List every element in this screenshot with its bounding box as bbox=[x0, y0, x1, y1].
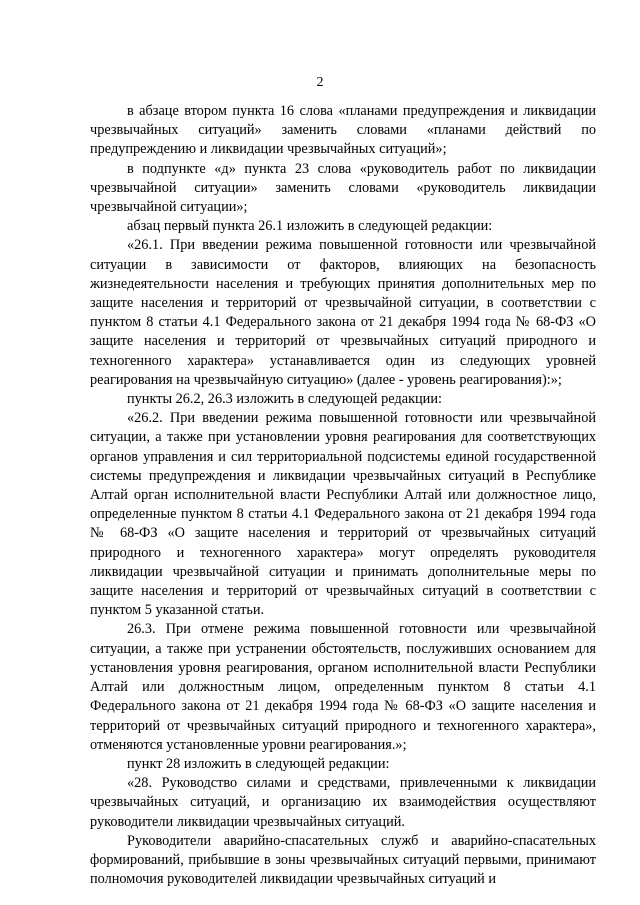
paragraph-9: «28. Руководство силами и средствами, привлеченными к ликвидации чрезвычайных ситуаций, и организацию их взаимодействия осуществляют руководители ликвидации чрезвычайных ситуаций. bbox=[90, 775, 596, 830]
paragraph-8: пункт 28 изложить в следующей редакции: bbox=[127, 755, 390, 772]
paragraph-2: в подпункте «д» пункта 23 слова «руководитель работ по ликвидации чрезвычайной ситуации» заменить словами «руководитель ликвидации чрезвычайной ситуации»; bbox=[90, 160, 596, 216]
paragraph-1: в абзаце втором пункта 16 слова «планами предупреждения и ликвидации чрезвычайных ситуаций» заменить словами «планами действий по предупреждению и ликвидации чрезвычайных ситуаций»; bbox=[90, 103, 596, 158]
paragraph-10: Руководители аварийно-спасательных служб и аварийно-спасательных формирований, прибывшие в зоны чрезвычайных ситуаций первыми, принимают полномочия руководителей ликвидации чрезвычайных ситуаций и bbox=[90, 832, 596, 888]
paragraph-6: «26.2. При введении режима повышенной готовности или чрезвычайной ситуации, а также при установлении уровня реагирования для соответствующих органов управления и сил территориальной подсистемы единой государственной системы предупреждения и ликвидации чрезвычайных ситуаций в Республике Алтай орган исполнительной власти Республики Алтай или должностное лицо, определенные пунктом 8 статьи 4.1 Федерального закона от 21 декабря 1994 года № 68-ФЗ «О защите населения и территорий от чрезвычайных ситуаций природного и техногенного характера» могут определять руководителя ликвидации чрезвычайной ситуации и принимать дополнительные меры по защите населения и территорий от чрезвычайных ситуаций в соответствии с пунктом 5 указанной статьи. bbox=[90, 410, 596, 619]
paragraph-5: пункты 26.2, 26.3 изложить в следующей редакции: bbox=[127, 391, 442, 408]
paragraph-3: абзац первый пункта 26.1 изложить в следующей редакции: bbox=[127, 218, 493, 235]
page-number: 2 bbox=[316, 75, 324, 90]
paragraph-4: «26.1. При введении режима повышенной готовности или чрезвычайной ситуации в зависимости от факторов, влияющих на безопасность жизнедеятельности населения и требующих принятия дополнительных мер по защите населения и территорий от чрезвычайной ситуации, в соответствии с пунктом 8 статьи 4.1 Федерального закона от 21 декабря 1994 года № 68-ФЗ «О защите населения и территорий от чрезвычайных ситуаций природного и техногенного характера» устанавливается один из следующих уровней реагирования на чрезвычайную ситуацию» (далее - уровень реагирования):»; bbox=[90, 237, 596, 388]
document-body bbox=[90, 102, 596, 889]
paragraph-7: 26.3. При отмене режима повышенной готовности или чрезвычайной ситуации, а также при устранении обстоятельств, послуживших основанием для установления уровня реагирования, органом исполнительной власти Республики Алтай или должностным лицом, определенным пунктом 8 статьи 4.1 Федерального закона от 21 декабря 1994 года № 68-ФЗ «О защите населения и территорий от чрезвычайных ситуаций природного и техногенного характера», отменяются установленные уровни реагирования.»; bbox=[90, 621, 596, 753]
